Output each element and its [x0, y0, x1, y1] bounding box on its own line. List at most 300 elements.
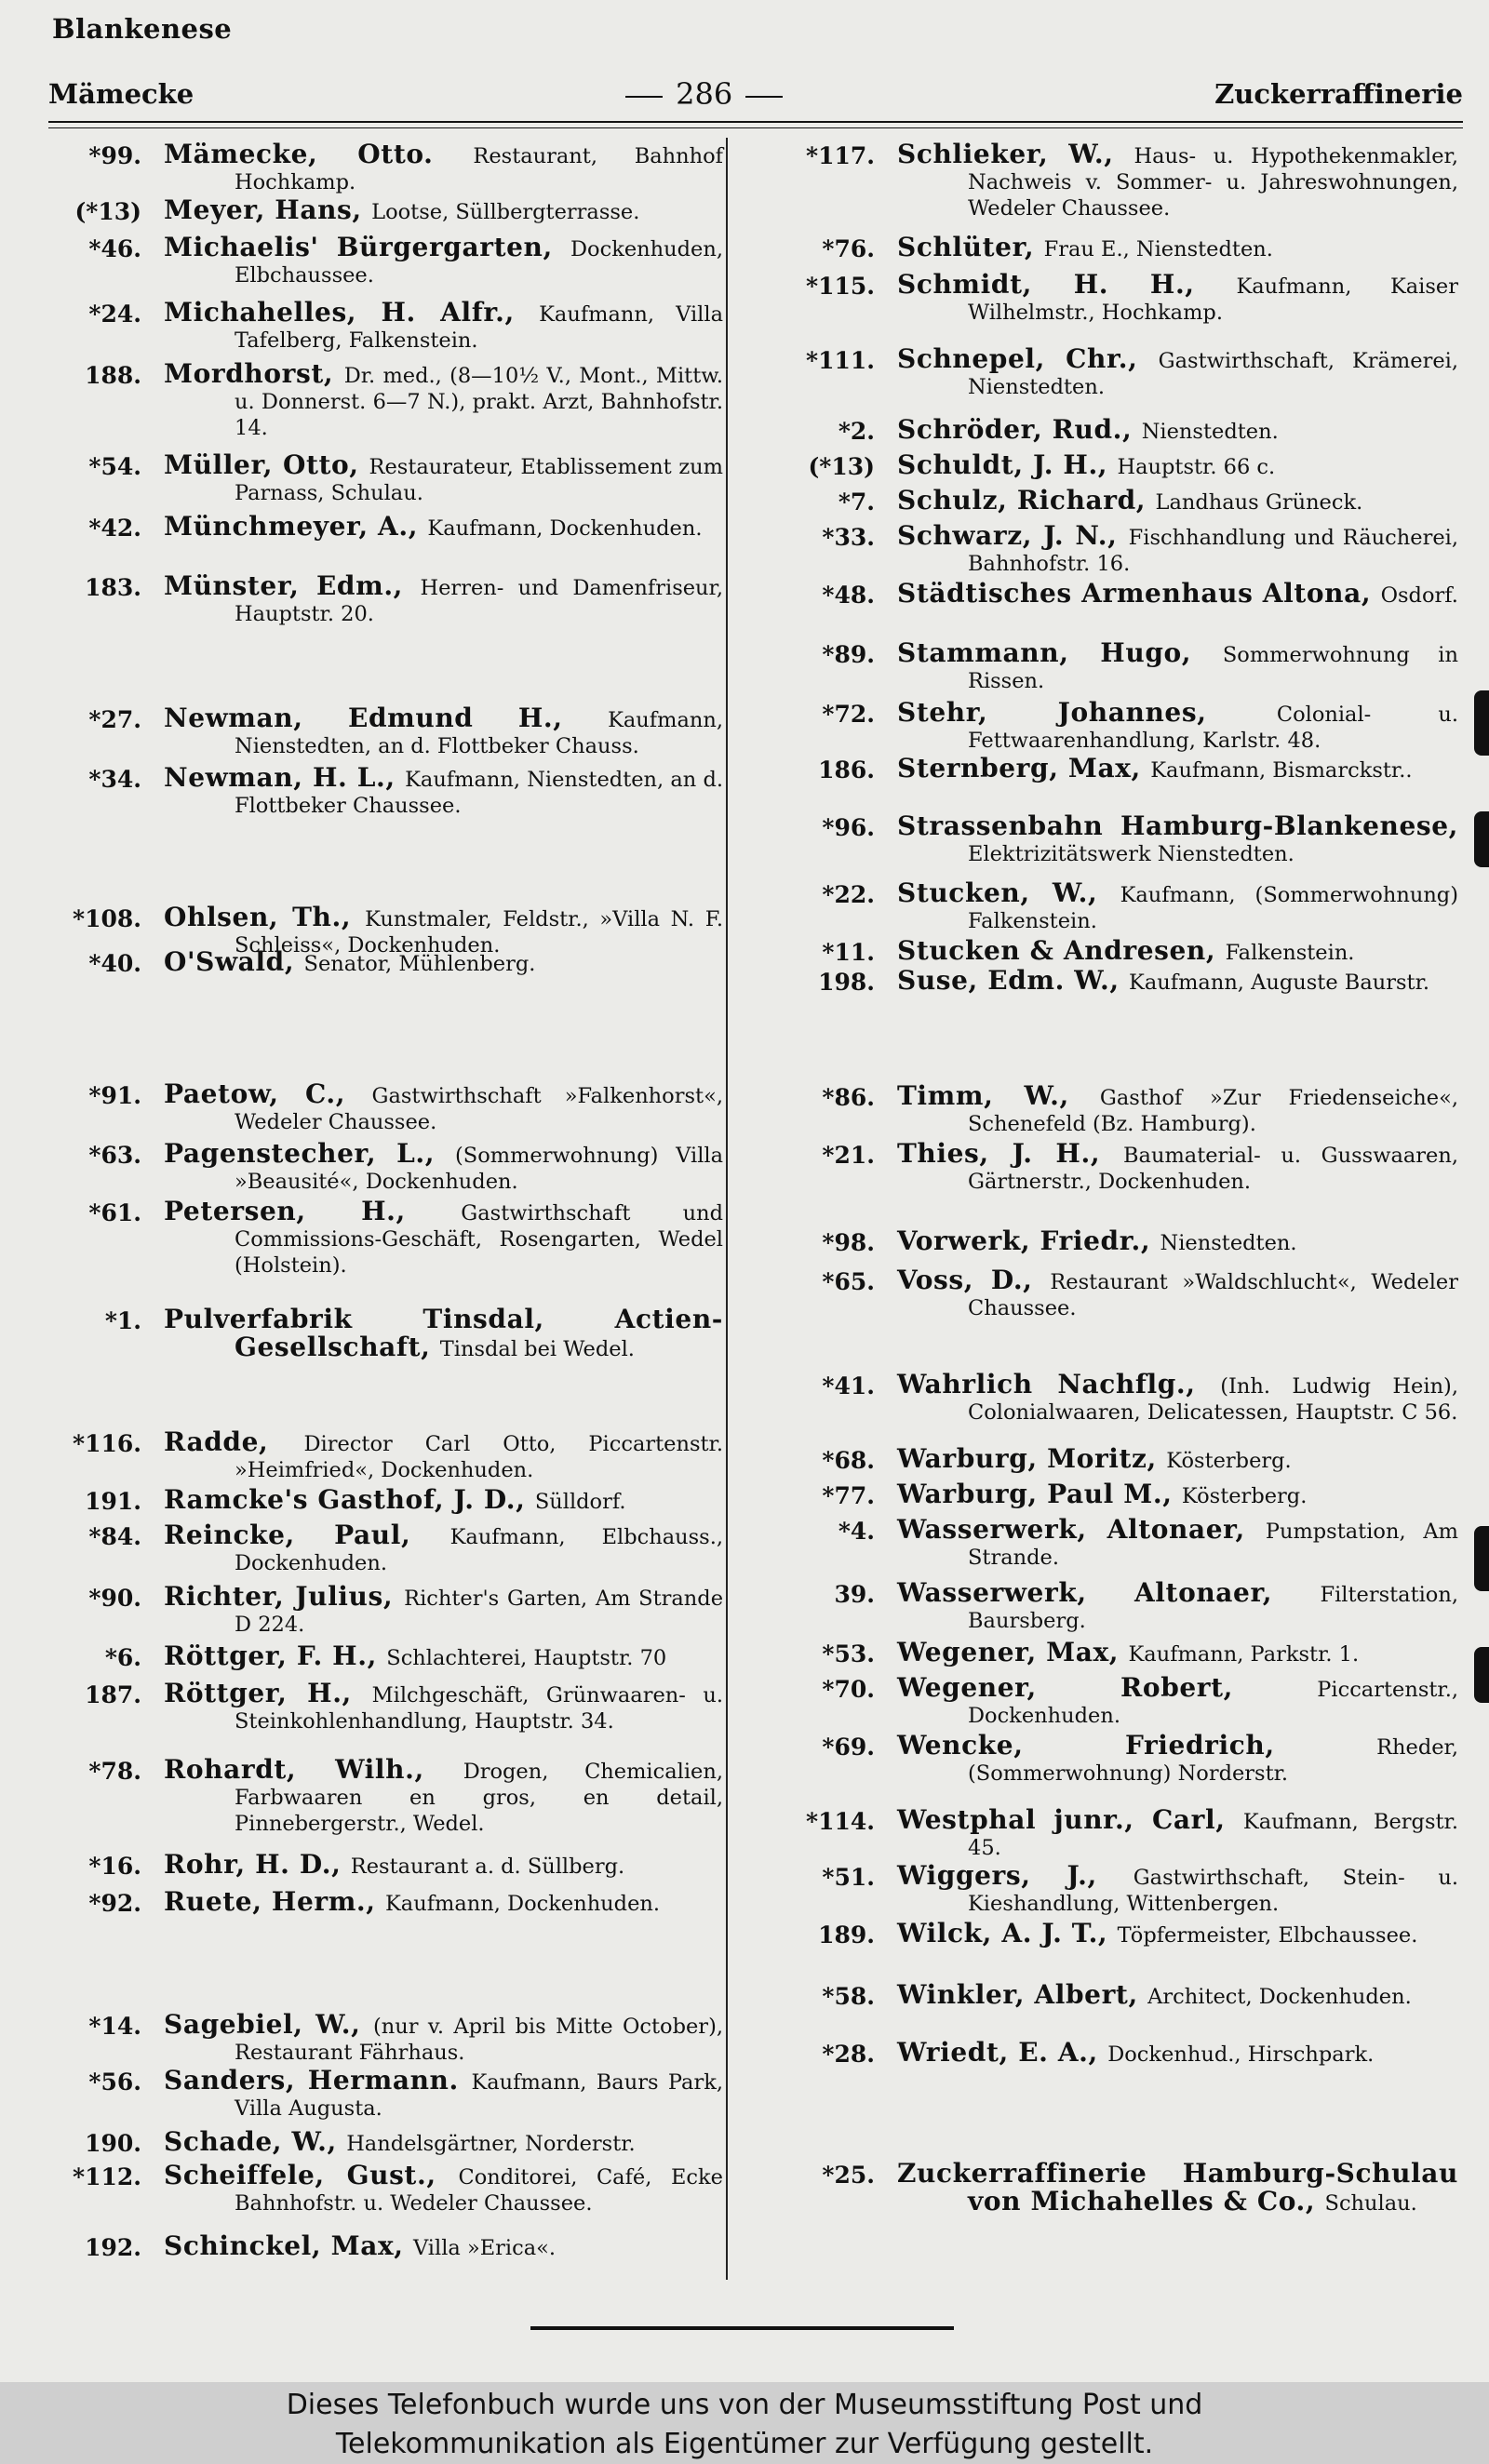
- directory-entry: [763, 1918, 1466, 1948]
- directory-entry: [37, 194, 731, 225]
- entry-details: Milchgeschäft, Grünwaaren- u. Steinkohlenhandlung, Hauptstr. 34.: [235, 1683, 723, 1734]
- entry-number: *4.: [838, 1518, 875, 1545]
- directory-entry: [763, 141, 1466, 221]
- entry-name: Stucken & Andresen,: [897, 935, 1226, 966]
- entry-text: [141, 194, 731, 225]
- entry-details: Kösterberg.: [1181, 1484, 1308, 1508]
- entry-name: Wahrlich Nachflg.,: [897, 1369, 1221, 1399]
- directory-entry: [763, 637, 1466, 694]
- entry-text: [141, 1640, 731, 1671]
- entry-number: *25.: [822, 2162, 875, 2189]
- entry-name: Schröder, Rud.,: [897, 414, 1142, 445]
- entry-text: [875, 520, 1466, 577]
- entry-number: *54.: [88, 453, 141, 480]
- directory-entry: [763, 965, 1466, 996]
- entry-details: Kaufmann, Elbchauss., Dockenhuden.: [235, 1525, 723, 1575]
- entry-number: *1.: [104, 1307, 141, 1334]
- directory-entry: [37, 1484, 731, 1515]
- entry-text: [875, 1138, 1466, 1195]
- entry-details: Kaufmann, Nienstedten, an d. Flottbeker Chauss.: [235, 708, 723, 758]
- directory-entry: [763, 810, 1466, 867]
- entry-name: O'Swald,: [164, 946, 304, 977]
- entry-text: [875, 1443, 1466, 1474]
- entry-details: Restaurant, Bahnhof Hochkamp.: [235, 144, 723, 194]
- entry-details: Kaufmann, Dockenhuden.: [384, 1892, 661, 1916]
- footer-line: Telekommunikation als Eigentümer zur Verfügung gestellt.: [335, 2428, 1154, 2460]
- entry-name: Wasserwerk, Altonaer,: [897, 1577, 1321, 1608]
- entry-text: [141, 1849, 731, 1880]
- directory-entry: [763, 234, 1466, 262]
- entry-text: [141, 449, 731, 506]
- directory-entry: [37, 1306, 731, 1362]
- page-header: [48, 73, 1463, 115]
- entry-details: Gastwirthschaft und Commissions-Geschäft, Rosengarten, Wedel (Holstein).: [235, 1201, 723, 1278]
- entry-text: [141, 141, 731, 195]
- entry-details: Hauptstr. 66 c.: [1117, 455, 1276, 479]
- entry-number: 183.: [85, 574, 141, 601]
- entry-name: Wiggers, J.,: [897, 1860, 1134, 1891]
- entry-details: (nur v. April bis Mitte October), Restaurant Fährhaus.: [235, 2015, 723, 2065]
- end-rule: [530, 2326, 954, 2330]
- entry-details: Elektrizitätswerk Nienstedten.: [968, 842, 1294, 866]
- entry-details: Schlachterei, Hauptstr. 70: [386, 1646, 667, 1670]
- entry-number: *46.: [88, 235, 141, 262]
- entry-text: [141, 1522, 731, 1576]
- entry-name: Strassenbahn Hamburg-Blankenese,: [897, 810, 1458, 841]
- entry-number: *96.: [822, 814, 875, 841]
- entry-text: [875, 2037, 1466, 2068]
- entry-number: *77.: [822, 1482, 875, 1509]
- place-heading: Blankenese: [52, 13, 233, 45]
- entry-name: Sternberg, Max,: [897, 753, 1151, 783]
- entry-details: Restaurant a. d. Süllberg.: [350, 1855, 625, 1879]
- directory-entry: [37, 1196, 731, 1279]
- entry-number: *42.: [88, 515, 141, 542]
- entry-number: *16.: [88, 1853, 141, 1880]
- directory-entry: [37, 2230, 731, 2261]
- entry-details: Landhaus Grüneck.: [1155, 490, 1363, 515]
- entry-details: Sülldorf.: [534, 1490, 626, 1514]
- entry-name: Rohardt, Wilh.,: [164, 1754, 463, 1785]
- directory-entry: [37, 1426, 731, 1483]
- entry-name: Schinckel, Max,: [164, 2230, 413, 2261]
- entry-name: Röttger, H.,: [164, 1678, 372, 1708]
- entry-details: Nienstedten.: [1141, 420, 1279, 444]
- entry-number: 186.: [818, 757, 875, 783]
- entry-details: (Inh. Ludwig Hein), Colonialwaaren, Delicatessen, Hauptstr. C 56.: [968, 1374, 1458, 1425]
- entry-text: [141, 2009, 731, 2066]
- thumb-tab: [1474, 1526, 1489, 1591]
- entry-text: [141, 1426, 731, 1483]
- entry-number: *53.: [822, 1640, 875, 1667]
- entry-text: [141, 511, 731, 542]
- entry-details: Kaufmann, Villa Tafelberg, Falkenstein.: [235, 302, 723, 353]
- entry-details: Architect, Dockenhuden.: [1147, 1985, 1412, 2009]
- directory-entry: [37, 570, 731, 627]
- directory-entry: [763, 1225, 1466, 1256]
- entry-text: [141, 1886, 731, 1917]
- entry-number: *92.: [88, 1890, 141, 1917]
- entry-details: (Sommerwohnung) Villa »Beausité«, Dockenhuden.: [235, 1144, 723, 1194]
- entry-details: Töpfermeister, Elbchaussee.: [1117, 1923, 1418, 1948]
- entry-text: [141, 1306, 731, 1362]
- entry-number: *27.: [88, 706, 141, 733]
- entry-details: Sommerwohnung in Rissen.: [968, 643, 1458, 693]
- directory-entry: [37, 297, 731, 354]
- entry-text: [875, 578, 1466, 609]
- directory-entry: [37, 2009, 731, 2066]
- entry-details: Gasthof »Zur Friedenseiche«, Schenefeld (Bz. Hamburg).: [968, 1086, 1458, 1136]
- entry-text: [141, 2230, 731, 2261]
- directory-entry: [763, 1443, 1466, 1474]
- directory-entry: [763, 520, 1466, 577]
- directory-entry: [37, 1678, 731, 1734]
- directory-entry: [37, 762, 731, 819]
- entry-number: 198.: [818, 969, 875, 996]
- entry-number: *40.: [88, 950, 141, 977]
- directory-entry: [763, 2158, 1466, 2216]
- entry-name: Petersen, H.,: [164, 1196, 462, 1226]
- entry-number: *76.: [822, 235, 875, 262]
- entry-details: Richter's Garten, Am Strande D 224.: [235, 1587, 724, 1637]
- entry-text: [875, 234, 1466, 262]
- entry-text: [875, 1514, 1466, 1571]
- entry-number: *98.: [822, 1229, 875, 1256]
- entry-text: [141, 2126, 731, 2157]
- entry-number: *99.: [88, 142, 141, 169]
- entry-number: *24.: [88, 301, 141, 328]
- directory-entry: [763, 1138, 1466, 1195]
- entry-number: *91.: [88, 1082, 141, 1109]
- entry-name: Wegener, Max,: [897, 1637, 1129, 1667]
- entry-details: Kaufmann, Nienstedten, an d. Flottbeker Chaussee.: [235, 768, 723, 818]
- entry-text: [875, 965, 1466, 996]
- entry-name: Winkler, Albert,: [897, 1979, 1148, 2010]
- directory-entry: [763, 1672, 1466, 1729]
- entry-text: [875, 1481, 1466, 1509]
- directory-entry: [37, 234, 731, 288]
- entry-number: *33.: [822, 524, 875, 551]
- entry-name: Münster, Edm.,: [164, 570, 421, 601]
- entry-name: Schuldt, J. H.,: [897, 449, 1118, 480]
- directory-entry: [37, 1754, 731, 1837]
- directory-entry: [763, 1860, 1466, 1917]
- entry-text: [875, 753, 1466, 783]
- entry-name: Scheiffele, Gust.,: [164, 2160, 459, 2190]
- entry-details: Haus- u. Hypothekenmakler, Nachweis v. Sommer- u. Jahreswohnungen, Wedeler Chaussee.: [968, 144, 1458, 221]
- entry-number: *22.: [822, 881, 875, 908]
- entry-text: [875, 1918, 1466, 1948]
- entry-name: Schade, W.,: [164, 2126, 347, 2157]
- entry-text: [875, 449, 1466, 480]
- directory-entry: [763, 578, 1466, 609]
- entry-text: [141, 762, 731, 819]
- entry-text: [875, 810, 1466, 867]
- entry-number: *48.: [822, 582, 875, 609]
- directory-entry: [763, 343, 1466, 400]
- entry-number: *111.: [806, 347, 875, 374]
- entry-details: Drogen, Chemicalien, Farbwaaren en gros, en detail, Pinnebergerstr., Wedel.: [235, 1760, 723, 1836]
- entry-name: Schwarz, J. N.,: [897, 520, 1129, 551]
- entry-details: Pumpstation, Am Strande.: [968, 1520, 1458, 1570]
- entry-name: Mordhorst,: [164, 358, 344, 389]
- directory-entry: [37, 946, 731, 977]
- entry-number: *28.: [822, 2041, 875, 2068]
- entry-text: [875, 637, 1466, 694]
- directory-entry: [37, 2065, 731, 2122]
- entry-name: Meyer, Hans,: [164, 194, 372, 225]
- entry-text: [875, 141, 1466, 221]
- entry-text: [875, 1672, 1466, 1729]
- entry-name: Michahelles, H. Alfr.,: [164, 297, 540, 328]
- entry-number: *58.: [822, 1983, 875, 2010]
- directory-entry: [763, 1637, 1466, 1667]
- entry-text: [141, 1754, 731, 1837]
- entry-name: Voss, D.,: [897, 1265, 1051, 1295]
- entry-number: 190.: [85, 2130, 141, 2157]
- entry-name: Stucken, W.,: [897, 877, 1120, 908]
- entry-details: Herren- und Damenfriseur, Hauptstr. 20.: [235, 576, 723, 626]
- entry-text: [875, 697, 1466, 754]
- entry-name: Städtisches Armenhaus Altona,: [897, 578, 1381, 609]
- entry-number: *72.: [822, 701, 875, 728]
- entry-number: (*13): [74, 198, 141, 225]
- entry-number: *86.: [822, 1084, 875, 1111]
- entry-number: 192.: [85, 2234, 141, 2261]
- entry-name: Richter, Julius,: [164, 1581, 405, 1612]
- entry-name: Reincke, Paul,: [164, 1520, 450, 1550]
- entry-name: Schmidt, H. H.,: [897, 269, 1237, 300]
- entry-name: Warburg, Moritz,: [897, 1443, 1167, 1474]
- entry-details: Kaufmann, Parkstr. 1.: [1128, 1642, 1360, 1667]
- entry-number: *61.: [88, 1199, 141, 1226]
- entry-name: Stehr, Johannes,: [897, 697, 1277, 728]
- entry-name: Münchmeyer, A.,: [164, 511, 428, 542]
- entry-text: [141, 297, 731, 354]
- entry-number: *69.: [822, 1734, 875, 1761]
- directory-entry: [37, 705, 731, 759]
- directory-entry: [763, 2037, 1466, 2068]
- entry-text: [875, 485, 1466, 516]
- entry-number: *89.: [822, 641, 875, 668]
- entry-text: [141, 1078, 731, 1135]
- entry-details: Gastwirthschaft »Falkenhorst«, Wedeler Chaussee.: [235, 1084, 723, 1134]
- directory-entry: [37, 1640, 731, 1671]
- entry-name: Thies, J. H.,: [897, 1138, 1124, 1169]
- entry-details: Kaufmann, Bergstr. 45.: [968, 1810, 1458, 1860]
- entry-name: Zuckerraffinerie Hamburg-Schulau von Michahelles & Co.,: [897, 2158, 1458, 2216]
- entry-text: [141, 1484, 731, 1515]
- entry-details: Frau E., Nienstedten.: [1043, 237, 1273, 261]
- entry-details: Kösterberg.: [1166, 1449, 1292, 1473]
- entry-details: Director Carl Otto, Piccartenstr. »Heimfried«, Dockenhuden.: [235, 1432, 723, 1482]
- entry-name: Wriedt, E. A.,: [897, 2037, 1108, 2068]
- entry-text: [875, 1369, 1466, 1426]
- entry-name: Warburg, Paul M.,: [897, 1479, 1182, 1509]
- footer-notice: [0, 2382, 1489, 2464]
- entry-text: [141, 2160, 731, 2216]
- entry-details: Senator, Mühlenberg.: [303, 952, 536, 976]
- entry-number: *14.: [88, 2013, 141, 2040]
- entry-name: Sanders, Hermann.: [164, 2065, 472, 2096]
- entry-details: Osdorf.: [1380, 583, 1458, 608]
- directory-entry: [37, 1849, 731, 1880]
- entry-text: [875, 2158, 1466, 2216]
- entry-number: 187.: [85, 1681, 141, 1708]
- entry-text: [875, 877, 1466, 934]
- entry-number: *108.: [73, 905, 141, 932]
- entry-number: *41.: [822, 1373, 875, 1399]
- entry-name: Pagenstecher, L.,: [164, 1138, 455, 1169]
- entry-number: *70.: [822, 1676, 875, 1703]
- entry-text: [141, 1581, 731, 1638]
- entry-name: Röttger, F. H.,: [164, 1640, 387, 1671]
- entry-name: Schnepel, Chr.,: [897, 343, 1159, 374]
- entry-text: [141, 705, 731, 759]
- entry-name: Radde,: [164, 1426, 304, 1457]
- directory-entry: [763, 1514, 1466, 1571]
- directory-entry: [37, 2160, 731, 2216]
- entry-details: Nienstedten.: [1160, 1231, 1297, 1255]
- entry-number: *21.: [822, 1142, 875, 1169]
- entry-number: *112.: [73, 2163, 141, 2190]
- directory-entry: [37, 358, 731, 441]
- entry-name: Newman, H. L.,: [164, 762, 406, 793]
- entry-text: [141, 1138, 731, 1195]
- entry-text: [875, 414, 1466, 445]
- entry-details: Gastwirthschaft, Krämerei, Nienstedten.: [968, 349, 1459, 399]
- entry-name: Michaelis' Bürgergarten,: [164, 232, 571, 262]
- entry-name: Vorwerk, Friedr.,: [897, 1225, 1160, 1256]
- entry-name: Westphal junr., Carl,: [897, 1804, 1243, 1835]
- entry-name: Schlieker, W.,: [897, 139, 1134, 169]
- entry-details: Restaurant »Waldschlucht«, Wedeler Chaussee.: [968, 1270, 1458, 1320]
- entry-name: Schulz, Richard,: [897, 485, 1156, 516]
- entry-details: Colonial- u. Fettwaarenhandlung, Karlstr. 48.: [968, 703, 1459, 753]
- entry-name: Müller, Otto,: [164, 449, 369, 480]
- footer-line: Dieses Telefonbuch wurde uns von der Museumsstiftung Post und: [286, 2389, 1203, 2421]
- entry-number: *51.: [822, 1864, 875, 1891]
- entry-details: Lootse, Süllbergterrasse.: [371, 200, 640, 224]
- entry-name: Wencke, Friedrich,: [897, 1730, 1377, 1761]
- directory-entry: [763, 485, 1466, 516]
- entry-name: Pulverfabrik Tinsdal, Actien-Gesellschaft,: [164, 1304, 723, 1362]
- entry-name: Stammann, Hugo,: [897, 637, 1223, 668]
- entry-number: *90.: [88, 1585, 141, 1612]
- entry-number: *6.: [104, 1644, 141, 1671]
- entry-details: Kaufmann, Baurs Park, Villa Augusta.: [235, 2070, 723, 2121]
- directory-entry: [37, 1886, 731, 1917]
- directory-entry: [37, 1138, 731, 1195]
- thumb-tab: [1474, 811, 1489, 867]
- entry-details: Kaufmann, (Sommerwohnung) Falkenstein.: [968, 883, 1458, 933]
- header-rule-thin: [48, 127, 1463, 128]
- entry-text: [875, 1730, 1466, 1787]
- entry-details: Handelsgärtner, Norderstr.: [346, 2132, 636, 2156]
- entry-text: [141, 1678, 731, 1734]
- entry-number: 191.: [85, 1488, 141, 1515]
- entry-number: *84.: [88, 1523, 141, 1550]
- directory-entry: [763, 1730, 1466, 1787]
- thumb-tab: [1474, 690, 1489, 756]
- entry-number: 189.: [818, 1922, 875, 1948]
- directory-entry: [763, 1577, 1466, 1634]
- entry-text: [875, 1080, 1466, 1137]
- entry-name: Ruete, Herm.,: [164, 1886, 385, 1917]
- directory-entry: [37, 449, 731, 506]
- entry-details: Falkenstein.: [1225, 941, 1355, 965]
- entry-details: Kaufmann, Bismarckstr..: [1150, 758, 1413, 783]
- entry-details: Schulau.: [1324, 2191, 1417, 2216]
- page-number: 286: [612, 76, 796, 112]
- entry-text: [141, 2065, 731, 2122]
- entry-name: Wilck, A. J. T.,: [897, 1918, 1118, 1948]
- entry-number: *65.: [822, 1268, 875, 1295]
- entry-number: *2.: [838, 418, 875, 445]
- entry-text: [875, 1979, 1466, 2010]
- entry-name: Rohr, H. D.,: [164, 1849, 351, 1880]
- entry-text: [875, 1860, 1466, 1917]
- entry-number: *11.: [822, 939, 875, 966]
- range-start: Mämecke: [48, 78, 195, 110]
- entry-number: *114.: [806, 1808, 875, 1835]
- directory-entry: [763, 877, 1466, 934]
- entry-details: Filterstation, Baursberg.: [968, 1583, 1458, 1633]
- entry-text: [875, 1225, 1466, 1256]
- entry-text: [875, 935, 1466, 966]
- entry-details: Dockenhuden, Elbchaussee.: [235, 237, 723, 288]
- entry-text: [875, 1577, 1466, 1634]
- entry-name: Sagebiel, W.,: [164, 2009, 374, 2040]
- entry-number: 39.: [834, 1581, 875, 1608]
- entry-details: Gastwirthschaft, Stein- u. Kieshandlung, Wittenbergen.: [968, 1866, 1458, 1916]
- directory-entry: [763, 1979, 1466, 2010]
- entry-details: Rheder, (Sommerwohnung) Norderstr.: [968, 1735, 1458, 1786]
- entry-details: Conditorei, Café, Ecke Bahnhofstr. u. Wedeler Chaussee.: [235, 2165, 723, 2216]
- directory-entry: [37, 1581, 731, 1638]
- entry-text: [141, 946, 731, 977]
- directory-entry: [37, 141, 731, 195]
- entry-name: Wegener, Robert,: [897, 1672, 1318, 1703]
- entry-number: *117.: [806, 142, 875, 169]
- directory-entry: [763, 1080, 1466, 1137]
- entry-name: Suse, Edm. W.,: [897, 965, 1130, 996]
- entry-details: Piccartenstr., Dockenhuden.: [968, 1678, 1458, 1728]
- thumb-tab: [1474, 1647, 1489, 1703]
- entry-text: [875, 1637, 1466, 1667]
- entry-number: (*13): [808, 453, 875, 480]
- entry-number: *56.: [88, 2069, 141, 2096]
- directory-entry: [763, 449, 1466, 480]
- directory-entry: [37, 1522, 731, 1576]
- directory-entry: [37, 2126, 731, 2157]
- entry-text: [875, 343, 1466, 400]
- directory-entry: [763, 269, 1466, 326]
- directory-entry: [763, 1267, 1466, 1321]
- entry-name: Paetow, C.,: [164, 1078, 372, 1109]
- entry-details: Tinsdal bei Wedel.: [439, 1337, 635, 1361]
- entry-number: *116.: [73, 1430, 141, 1457]
- entry-text: [141, 234, 731, 288]
- directory-entry: [763, 935, 1466, 966]
- directory-entry: [763, 414, 1466, 445]
- entry-details: Dockenhud., Hirschpark.: [1107, 2042, 1375, 2067]
- entry-name: Ohlsen, Th.,: [164, 902, 366, 932]
- entry-text: [875, 269, 1466, 326]
- entry-name: Mämecke, Otto.: [164, 139, 474, 169]
- directory-entry: [763, 1481, 1466, 1509]
- entry-number: *7.: [838, 489, 875, 516]
